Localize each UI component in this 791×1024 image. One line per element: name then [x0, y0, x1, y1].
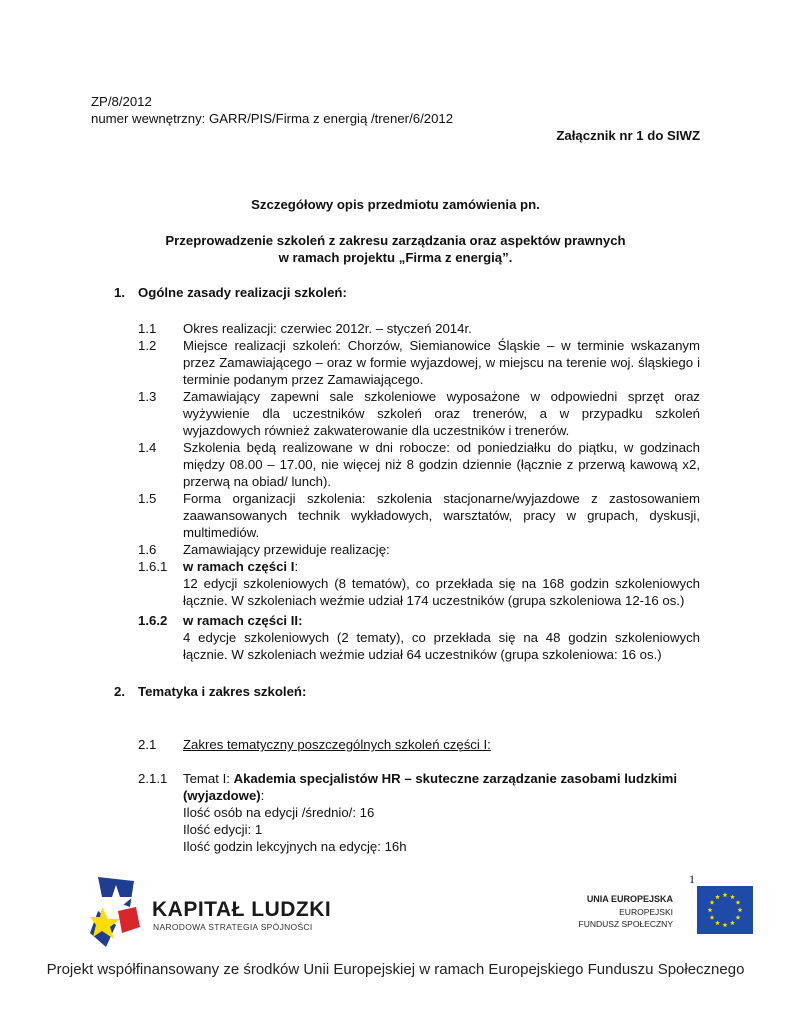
item-1-1-text: Okres realizacji: czerwiec 2012r. – styczeń 2014r. — [183, 321, 472, 336]
topic-1-detail-editions: Ilość edycji: 1 — [183, 822, 263, 837]
item-1-6-text: Zamawiający przewiduje realizację: — [183, 542, 390, 557]
item-1-6-2-text: 4 edycje szkoleniowych (2 tematy), co przekłada się na 48 godzin szkoleniowych łącznie. W szkoleniach weźmie udział 64 uczestników (grupa szkoleniowa: 16 os.) — [183, 630, 700, 662]
item-1-3-text: Zamawiający zapewni sale szkoleniowe wyposażone w odpowiedni sprzęt oraz wyżywienie dla uczestników szkoleń oraz trenerów, a w przypadku szkoleń wyjazdowych również zakwaterowanie dla uczestników i trenerów. — [183, 389, 700, 438]
item-1-6-1-number: 1.6.1 — [138, 559, 168, 574]
item-1-4-text: Szkolenia będą realizowane w dni robocze: od poniedziałku do piątku, w godzinach między 08.00 – 17.00, nie więcej niż 8 godzin dziennie (łącznie z przerwą kawową x2, przerwą na obiad/ lunch). — [183, 440, 700, 489]
topic-1-prefix: Temat I: — [183, 771, 234, 786]
item-1-6-1-heading — [183, 558, 700, 575]
topic-1-title-cont — [183, 787, 700, 804]
item-1-3-number: 1.3 — [138, 389, 157, 404]
item-1-2-number: 1.2 — [138, 338, 157, 353]
item-1-6-2-number: 1.6.2 — [138, 613, 168, 628]
topic-1-title-b: (wyjazdowe) — [183, 788, 261, 803]
document-reference: ZP/8/2012 — [91, 94, 152, 109]
item-1-6-1-text: 12 edycji szkoleniowych (8 tematów), co przekłada się na 168 godzin szkoleniowych łącznie. W szkoleniach weźmie udział 174 uczestników (grupa szkoleniowa 12-16 os.) — [183, 576, 700, 608]
item-2-1-text: Zakres tematyczny poszczególnych szkoleń części I: — [183, 737, 491, 752]
kapital-ludzki-title: KAPITAŁ LUDZKI — [152, 898, 332, 921]
section-2-number: 2. — [114, 684, 125, 699]
item-1-6-1-colon: : — [294, 559, 299, 574]
item-2-1-number: 2.1 — [138, 737, 157, 752]
title-line-2: Przeprowadzenie szkoleń z zakresu zarządzania oraz aspektów prawnych — [165, 233, 626, 248]
item-1-4-number: 1.4 — [138, 440, 157, 455]
section-1-number: 1. — [114, 285, 125, 300]
item-1-5-number: 1.5 — [138, 491, 157, 506]
page-number: 1 — [689, 872, 695, 886]
attachment-label: Załącznik nr 1 do SIWZ — [556, 128, 700, 143]
item-1-5-text: Forma organizacji szkolenia: szkolenia stacjonarne/wyjazdowe z zastosowaniem zaawansowanych technik wykładowych, warsztatów, pracy w grupach, dyskusji, multimediów. — [183, 491, 700, 540]
topic-1-title-a: Akademia specjalistów HR – skuteczne zarządzanie zasobami ludzkimi — [233, 771, 677, 786]
item-2-1-1-number: 2.1.1 — [138, 771, 168, 786]
item-1-6-number: 1.6 — [138, 542, 157, 557]
section-1-heading: Ogólne zasady realizacji szkoleń: — [138, 285, 347, 300]
topic-1-detail-hours: Ilość godzin lekcyjnych na edycję: 16h — [183, 839, 407, 854]
title-line-1: Szczegółowy opis przedmiotu zamówienia pn. — [251, 197, 540, 212]
topic-1-title — [183, 770, 700, 787]
topic-1-detail-participants: Ilość osób na edycji /średnio/: 16 — [183, 805, 375, 820]
kapital-ludzki-emblem-icon — [90, 877, 140, 947]
eu-label-line-2: EUROPEJSKI — [619, 907, 673, 917]
kapital-ludzki-subtitle: NARODOWA STRATEGIA SPÓJNOŚCI — [153, 922, 313, 932]
topic-1-suffix: : — [260, 788, 265, 803]
item-1-1-number: 1.1 — [138, 321, 157, 336]
eu-label-line-1: UNIA EUROPEJSKA — [586, 894, 673, 904]
item-1-2-text: Miejsce realizacji szkoleń: Chorzów, Siemianowice Śląskie – w terminie wskazanym przez Zamawiającego – oraz w formie wyjazdowej, w miejscu na terenie woj. śląskiego i terminie podanym przez Zamawiającego. — [183, 338, 700, 387]
eu-flag-icon — [697, 886, 753, 934]
eu-label-line-3: FUNDUSZ SPOŁECZNY — [578, 919, 673, 929]
footer-caption: Projekt współfinansowany ze środków Unii Europejskiej w ramach Europejskiego Funduszu Społecznego — [46, 961, 745, 978]
title-line-3: w ramach projektu „Firma z energią”. — [278, 250, 513, 265]
item-1-6-1-heading-text: w ramach części I — [183, 559, 295, 574]
item-1-6-2-heading: w ramach części II: — [183, 613, 303, 628]
section-2-heading: Tematyka i zakres szkoleń: — [138, 684, 307, 699]
internal-number: numer wewnętrzny: GARR/PIS/Firma z energią /trener/6/2012 — [91, 111, 454, 126]
